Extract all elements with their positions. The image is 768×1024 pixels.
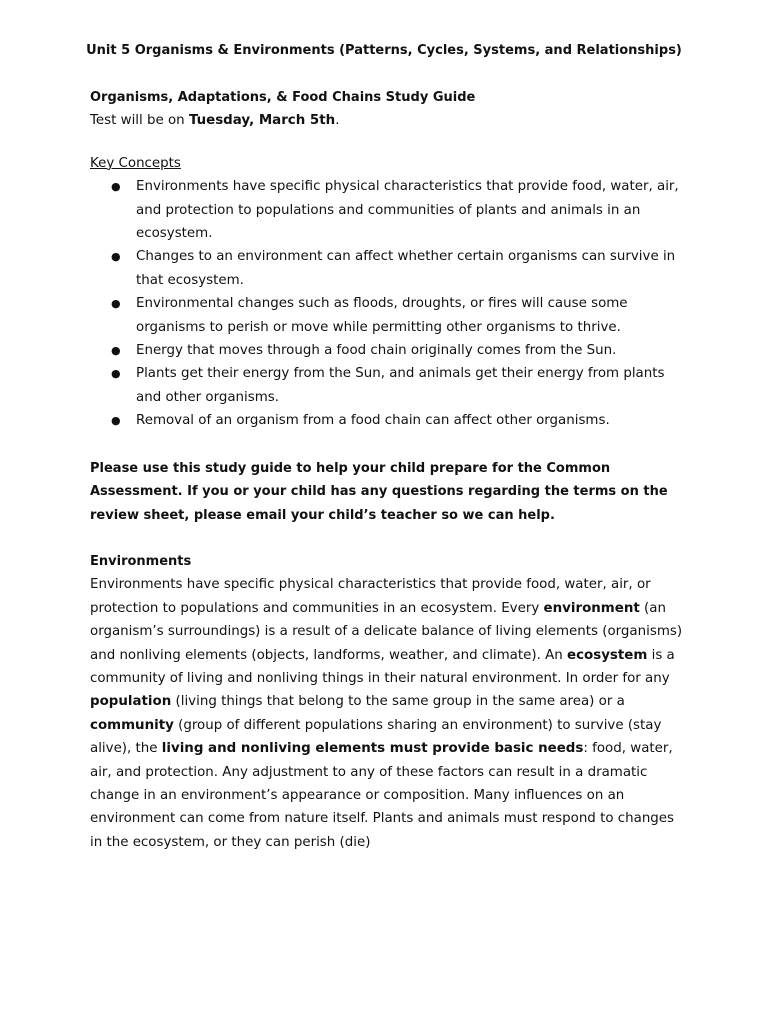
list-item (90, 362, 690, 409)
key-concept-text: Plants get their energy from the Sun, and animals get their energy from plants and other organisms. (136, 366, 665, 405)
test-date: Tuesday, March 5th (188, 113, 336, 129)
parent-notice: Please use this study guide to help your child prepare for the Common Assessment. If you or your child has any questions regarding the terms on the review sheet, please email your child’s teacher so we can help. (90, 460, 668, 523)
key-concept-text: Environmental changes such as floods, droughts, or fires will cause some organisms to perish or move while permitting other organisms to thrive. (136, 296, 628, 335)
list-item (90, 175, 690, 245)
study-guide-title: Organisms, Adaptations, & Food Chains Study Guide (90, 90, 476, 105)
term-basic-needs: living and nonliving elements must provide basic needs (161, 741, 584, 757)
test-date-suffix: . (335, 113, 340, 129)
environments-text: (living things that belong to the same group in the same area) or a (171, 694, 625, 710)
term-environment: environment (543, 600, 640, 616)
term-community: community (90, 717, 174, 733)
key-concept-text: Energy that moves through a food chain originally comes from the Sun. (136, 343, 617, 359)
bullet-icon: ● (111, 297, 121, 311)
test-date-prefix: Test will be on (90, 113, 189, 129)
bullet-icon: ● (111, 344, 121, 358)
list-item (90, 409, 690, 432)
environments-text: is a community of living and nonliving things in their natural environment. In order for any (90, 647, 675, 686)
environments-paragraph (90, 573, 690, 854)
document-body (90, 86, 690, 854)
bullet-icon: ● (111, 367, 121, 381)
list-item (90, 245, 690, 292)
list-item (90, 292, 690, 339)
environments-text: (an organism’s surroundings) is a result of a delicate balance of living elements (organisms) and nonliving elements (objects, landforms, weather, and climate). An (90, 600, 683, 663)
environments-text: : food, water, air, and protection. Any adjustment to any of these factors can result in a dramatic change in an environment’s appearance or composition. Many influences on an environment can come from nature itself. Plants and animals must respond to changes in the ecosystem, or they can perish (die) (90, 741, 675, 850)
key-concepts-heading: Key Concepts (90, 155, 181, 171)
list-item (90, 339, 690, 362)
key-concept-text: Changes to an environment can affect whether certain organisms can survive in that ecosystem. (136, 249, 676, 288)
key-concepts-list (90, 175, 690, 432)
test-date-line (90, 109, 690, 132)
bullet-icon: ● (111, 180, 121, 194)
bullet-icon: ● (111, 250, 121, 264)
document-title: Unit 5 Organisms & Environments (Patterns, Cycles, Systems, and Relationships) (86, 43, 682, 58)
environments-text: Environments have specific physical characteristics that provide food, water, air, or protection to populations and communities in an ecosystem. Every (90, 577, 651, 616)
term-population: population (90, 694, 172, 710)
term-ecosystem: ecosystem (567, 647, 648, 663)
bullet-icon: ● (111, 414, 121, 428)
key-concept-text: Removal of an organism from a food chain can affect other organisms. (136, 413, 610, 429)
key-concept-text: Environments have specific physical characteristics that provide food, water, air, and protection to populations and communities of plants and animals in an ecosystem. (136, 179, 679, 242)
environments-heading: Environments (90, 553, 192, 569)
environments-text: (group of different populations sharing an environment) to survive (stay alive), the (90, 717, 662, 757)
